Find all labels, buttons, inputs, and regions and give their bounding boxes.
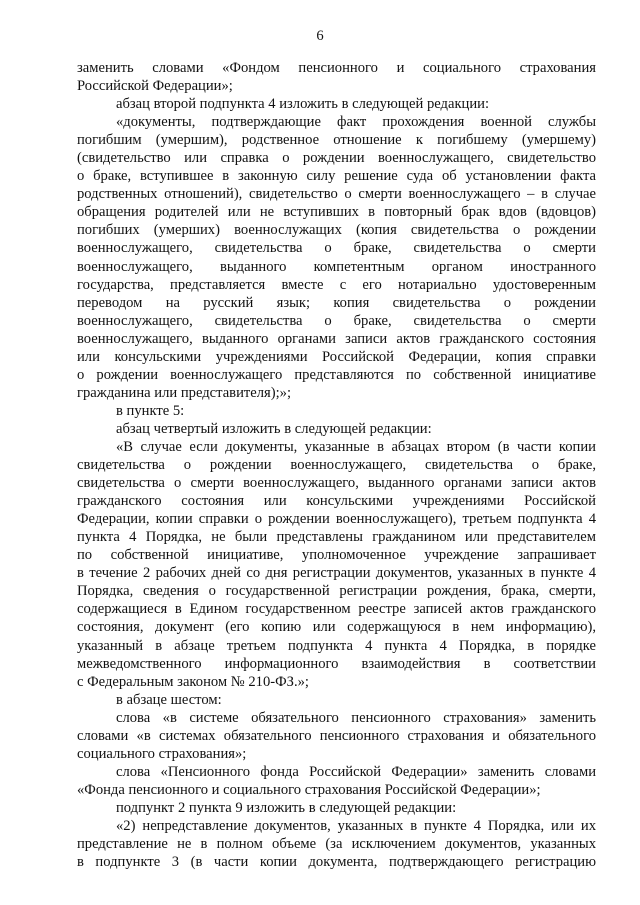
- text-line: «документы, подтверждающие факт прохождения военной службы: [116, 114, 596, 131]
- text-line: свидетельства о смерти военнослужащего, выданного органами записи актов: [77, 475, 596, 492]
- text-line: погибшим (умершим), родственное отношение к погибшему (умершему): [77, 132, 596, 149]
- text-line: Порядка, сведения о государственной регистрации рождения, брака, смерти,: [77, 583, 596, 600]
- text-line: переводом на русский язык; копия свидетельства о рождении: [77, 294, 596, 311]
- text-line: гражданина или представителя);»;: [77, 384, 291, 401]
- text-line: пункта 4 Порядка, не были представлены гражданином или представителем: [77, 529, 596, 546]
- text-line: родственных отношений), свидетельство о смерти военнослужащего – в случае: [77, 186, 596, 203]
- text-line: обращения родителей или не вступивших в повторный брак вдов (вдовцов): [77, 204, 596, 221]
- text-line: с Федеральным законом № 210-ФЗ.»;: [77, 673, 309, 690]
- paragraph-p10: [77, 799, 596, 817]
- text-line: словами «в системах обязательного пенсионного страхования и обязательного: [77, 727, 596, 744]
- text-line: погибших (умерших) военнослужащих (копия свидетельства о рождении: [77, 222, 596, 239]
- text-line: в абзаце шестом:: [116, 691, 222, 708]
- page-number: 6: [316, 28, 324, 44]
- paragraph-p8: [77, 709, 596, 763]
- text-line: слова «в системе обязательного пенсионного страхования» заменить: [116, 709, 596, 726]
- text-line: государства, представляется вместе с его нотариально удостоверенным: [77, 276, 596, 293]
- paragraph-p11: [77, 817, 596, 871]
- text-line: указанный в абзаце третьем подпункта 4 пункта 4 Порядка, в порядке: [77, 637, 596, 654]
- paragraph-p1: [77, 59, 596, 95]
- text-line: подпункт 2 пункта 9 изложить в следующей редакции:: [116, 799, 457, 816]
- text-line: свидетельства о рождении военнослужащего, свидетельства о браке,: [77, 457, 596, 474]
- text-line: военнослужащего, выданного органами записи актов гражданского состояния: [77, 330, 596, 347]
- paragraph-p4: [77, 402, 596, 420]
- text-line: социального страхования»;: [77, 745, 247, 762]
- text-line: или консульскими учреждениями Российской Федерации, копия справки: [77, 348, 596, 365]
- paragraph-p7: [77, 691, 596, 709]
- text-line: гражданского состояния или консульскими учреждениями Российской: [77, 493, 596, 510]
- text-line: «Фонда пенсионного и социального страхования Российской Федерации»;: [77, 781, 541, 798]
- text-line: Российской Федерации»;: [77, 78, 233, 95]
- text-line: о браке, вступившее в законную силу решение суда об установлении факта: [77, 168, 596, 185]
- paragraph-p3: [77, 113, 596, 402]
- text-line: военнослужащего, выданного компетентным органом иностранного: [77, 258, 596, 275]
- text-line: в подпункте 3 (в части копии документа, подтверждающего регистрацию: [77, 854, 596, 871]
- text-line: состояния, документ (его копию или содержащуюся в нем информацию),: [77, 619, 596, 636]
- text-line: «В случае если документы, указанные в абзацах втором (в части копии: [116, 438, 596, 455]
- text-line: Федерации, копии справки о рождении военнослужащего), третьем подпункта 4: [77, 511, 596, 528]
- text-line: заменить словами «Фондом пенсионного и социального страхования: [77, 60, 596, 76]
- text-line: в пункте 5:: [116, 402, 185, 419]
- text-line: представление не в полном объеме (за исключением документов, указанных: [77, 836, 596, 853]
- paragraph-p2: [77, 95, 596, 113]
- text-line: о рождении военнослужащего представляются по собственной инициативе: [77, 366, 596, 383]
- text-line: межведомственного информационного взаимодействия в соответствии: [77, 655, 596, 672]
- text-line: абзац четвертый изложить в следующей редакции:: [116, 420, 432, 437]
- text-line: «2) непредставление документов, указанных в пункте 4 Порядка, или их: [116, 817, 596, 834]
- paragraph-p9: [77, 763, 596, 799]
- text-line: слова «Пенсионного фонда Российской Федерации» заменить словами: [116, 763, 596, 780]
- document-body: [77, 59, 596, 871]
- paragraph-p5: [77, 420, 596, 438]
- paragraph-p6: [77, 438, 596, 691]
- text-line: военнослужащего, свидетельства о браке, свидетельства о смерти: [77, 240, 596, 257]
- text-line: по собственной инициативе, уполномоченное учреждение запрашивает: [77, 547, 596, 564]
- text-line: содержащиеся в Едином государственном реестре записей актов гражданского: [77, 601, 596, 618]
- text-line: военнослужащего, свидетельства о браке, свидетельства о смерти: [77, 312, 596, 329]
- text-line: (свидетельство или справка о рождении военнослужащего, свидетельство: [77, 150, 596, 167]
- text-line: абзац второй подпункта 4 изложить в следующей редакции:: [116, 96, 490, 113]
- text-line: в течение 2 рабочих дней со дня регистрации документов, указанных в пункте 4: [77, 565, 596, 582]
